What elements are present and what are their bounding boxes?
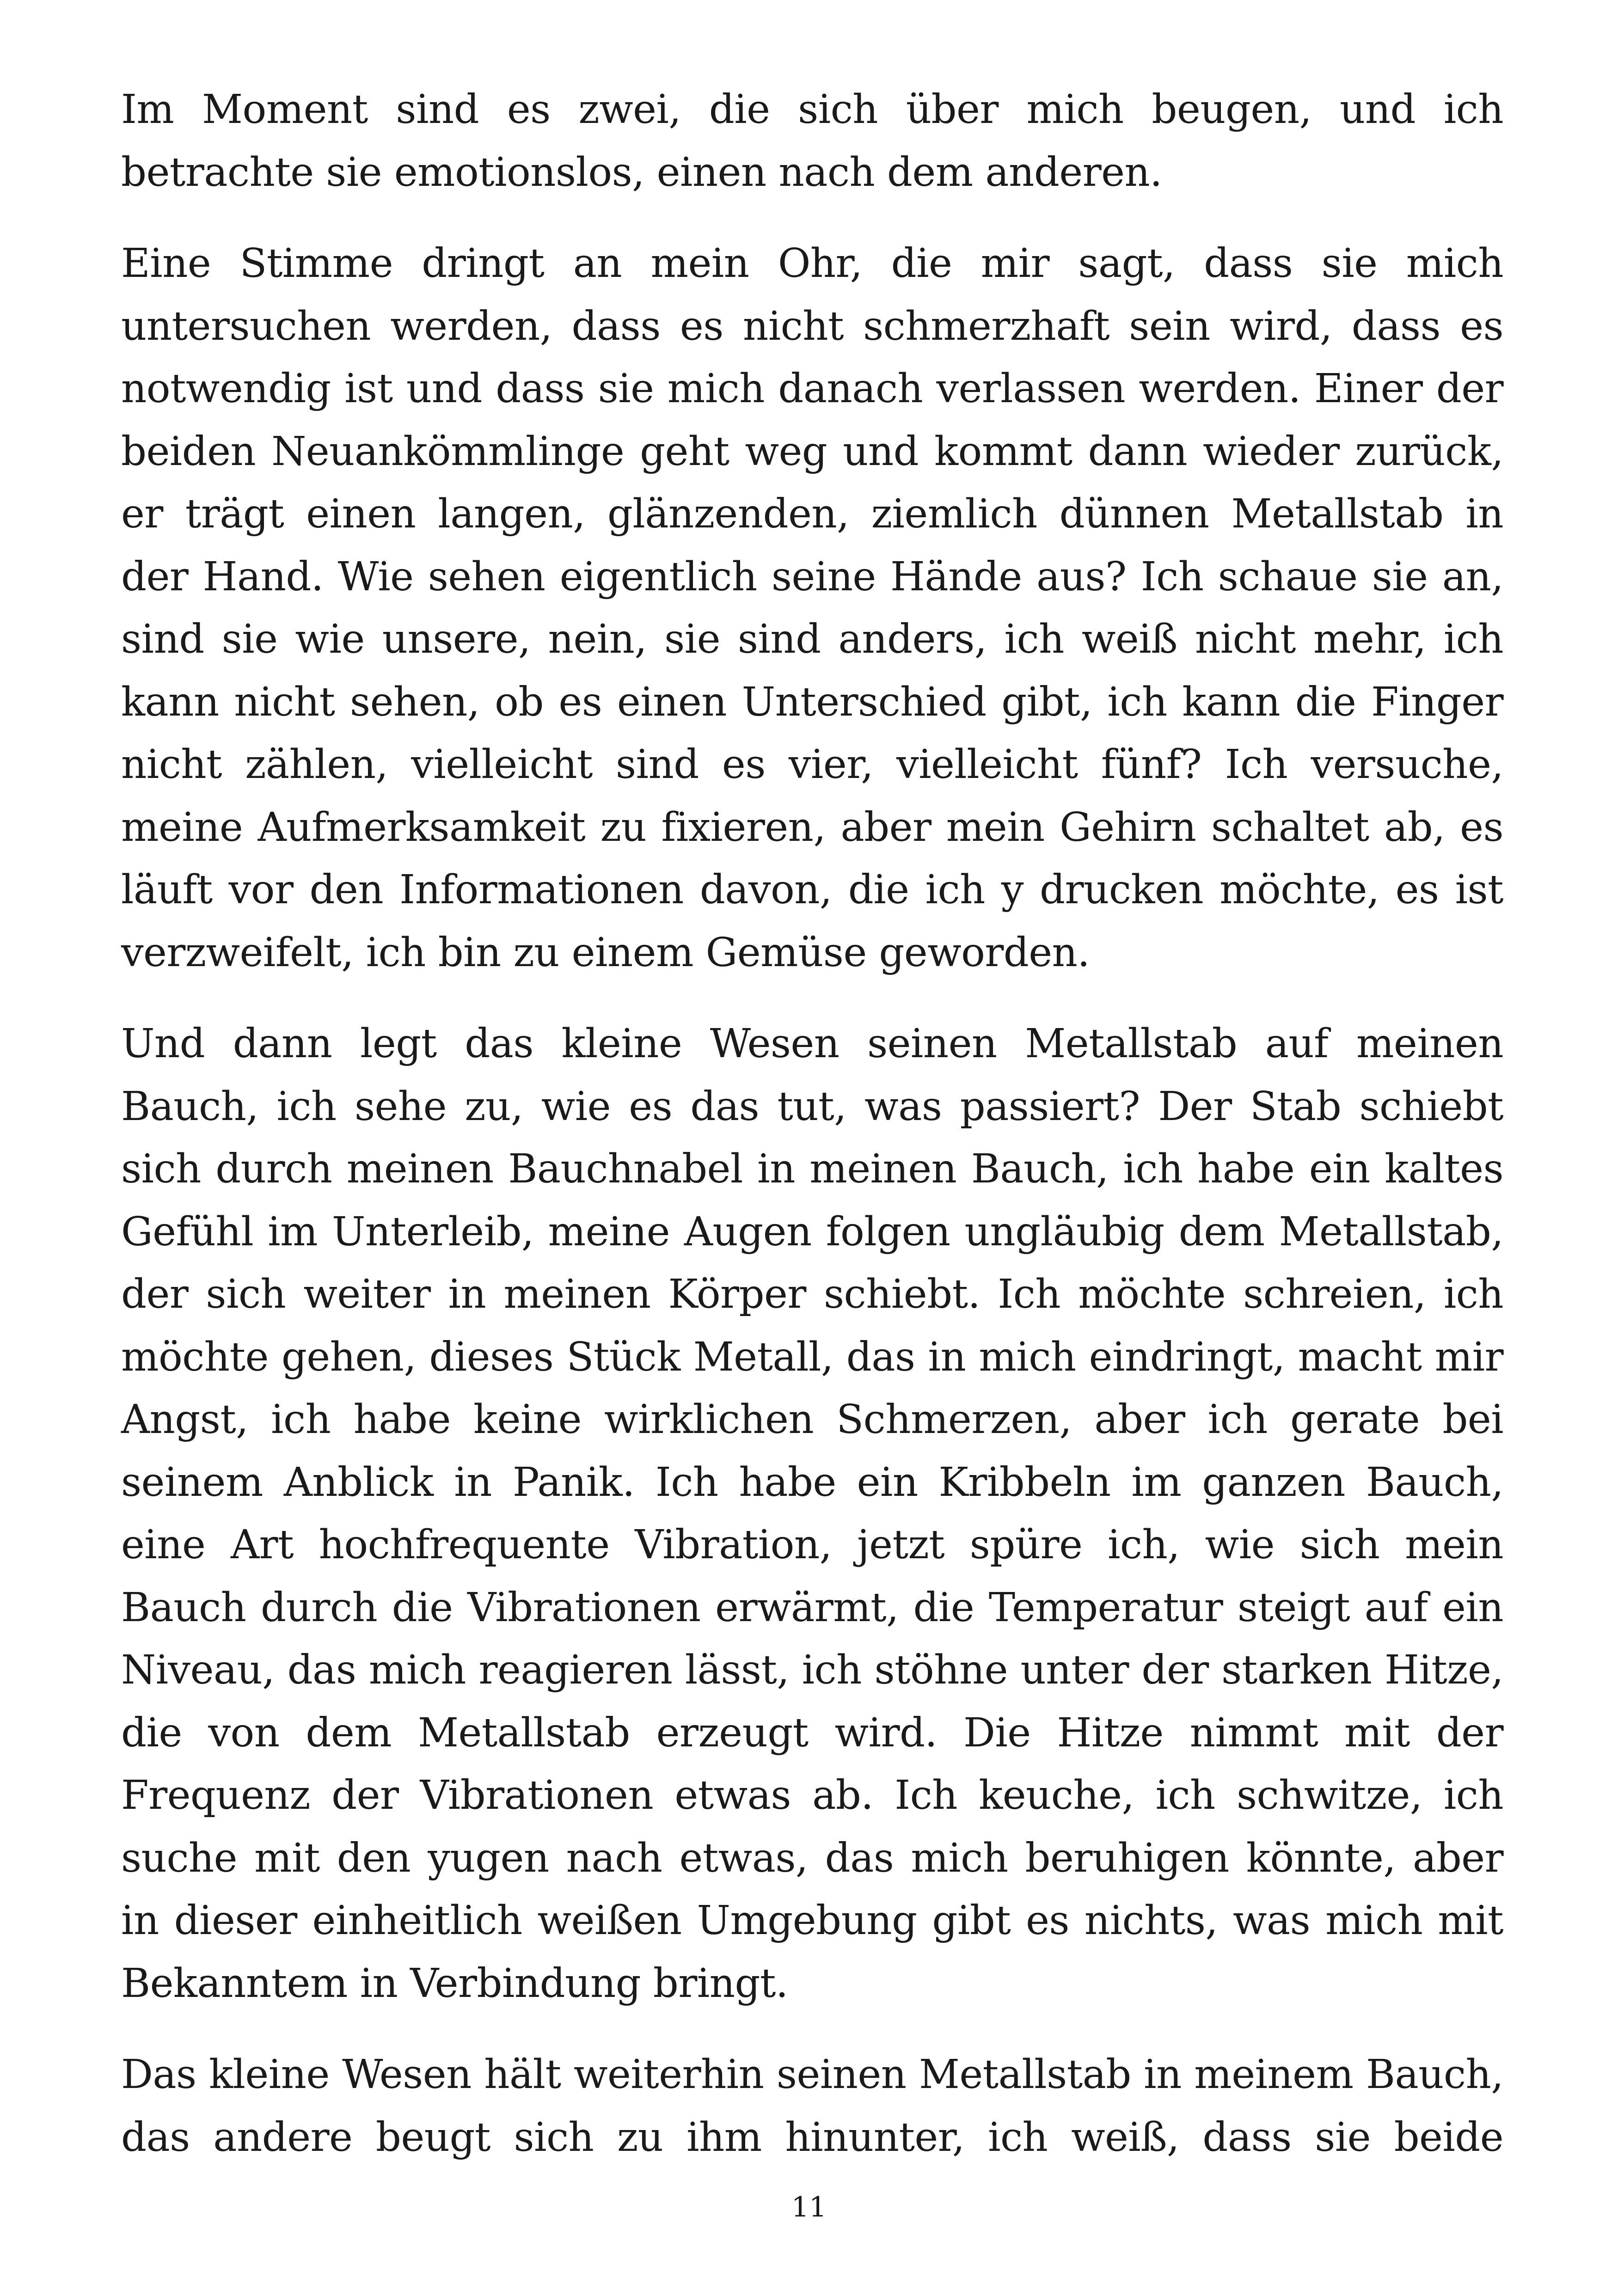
paragraph-3: Und dann legt das kleine Wesen seinen Metallstab auf meinen Bauch, ich sehe zu, wie es das tut, was passiert? Der Stab schiebt sich durch meinen Bauchnabel in meinen Bauch, ich habe ein kaltes Gefühl im Unterleib, meine Augen folgen ungläubig dem Metallstab, der sich weiter in meinen Körper schiebt. Ich möchte schreien, ich möchte gehen, dieses Stück Metall, das in mich eindringt, macht mir Angst, ich habe keine wirklichen Schmerzen, aber ich gerate bei seinem Anblick in Panik. Ich habe ein Kribbeln im ganzen Bauch, eine Art hochfrequente Vibration, jetzt spüre ich, wie sich mein Bauch durch die Vibrationen erwärmt, die Temperatur steigt auf ein Niveau, das mich reagieren lässt, ich stöhne unter der starken Hitze, die von dem Metallstab erzeugt wird. Die Hitze nimmt mit der Frequenz der Vibrationen etwas ab. Ich keuche, ich schwitze, ich suche mit den yugen nach etwas, das mich beruhigen könnte, aber in dieser einheitlich weißen Umgebung gibt es nichts, was mich mit Bekanntem in Verbindung bringt. <box>121 1021 1503 2007</box>
page-number: 11 <box>791 2191 827 2223</box>
paragraph-4: Das kleine Wesen hält weiterhin seinen Metallstab in meinem Bauch, das andere beugt sich zu ihm hinunter, ich weiß, dass sie beide <box>121 2051 1503 2161</box>
paragraph-1: Im Moment sind es zwei, die sich über mich beugen, und ich betrachte sie emotionslos, einen nach dem anderen. <box>121 86 1503 196</box>
paragraph-2: Eine Stimme dringt an mein Ohr, die mir sagt, dass sie mich untersuchen werden, dass es nicht schmerzhaft sein wird, dass es notwendig ist und dass sie mich danach verlassen werden. Einer der beiden Neuankömmlinge geht weg und kommt dann wieder zurück, er trägt einen langen, glänzenden, ziemlich dünnen Metallstab in der Hand. Wie sehen eigentlich seine Hände aus? Ich schaue sie an, sind sie wie unsere, nein, sie sind anders, ich weiß nicht mehr, ich kann nicht sehen, ob es einen Unterschied gibt, ich kann die Finger nicht zählen, vielleicht sind es vier, vielleicht fünf? Ich versuche, meine Aufmerksamkeit zu fixieren, aber mein Gehirn schaltet ab, es läuft vor den Informationen davon, die ich y drucken möchte, es ist verzweifelt, ich bin zu einem Gemüse geworden. <box>121 240 1503 976</box>
body-text <box>121 79 1503 2198</box>
